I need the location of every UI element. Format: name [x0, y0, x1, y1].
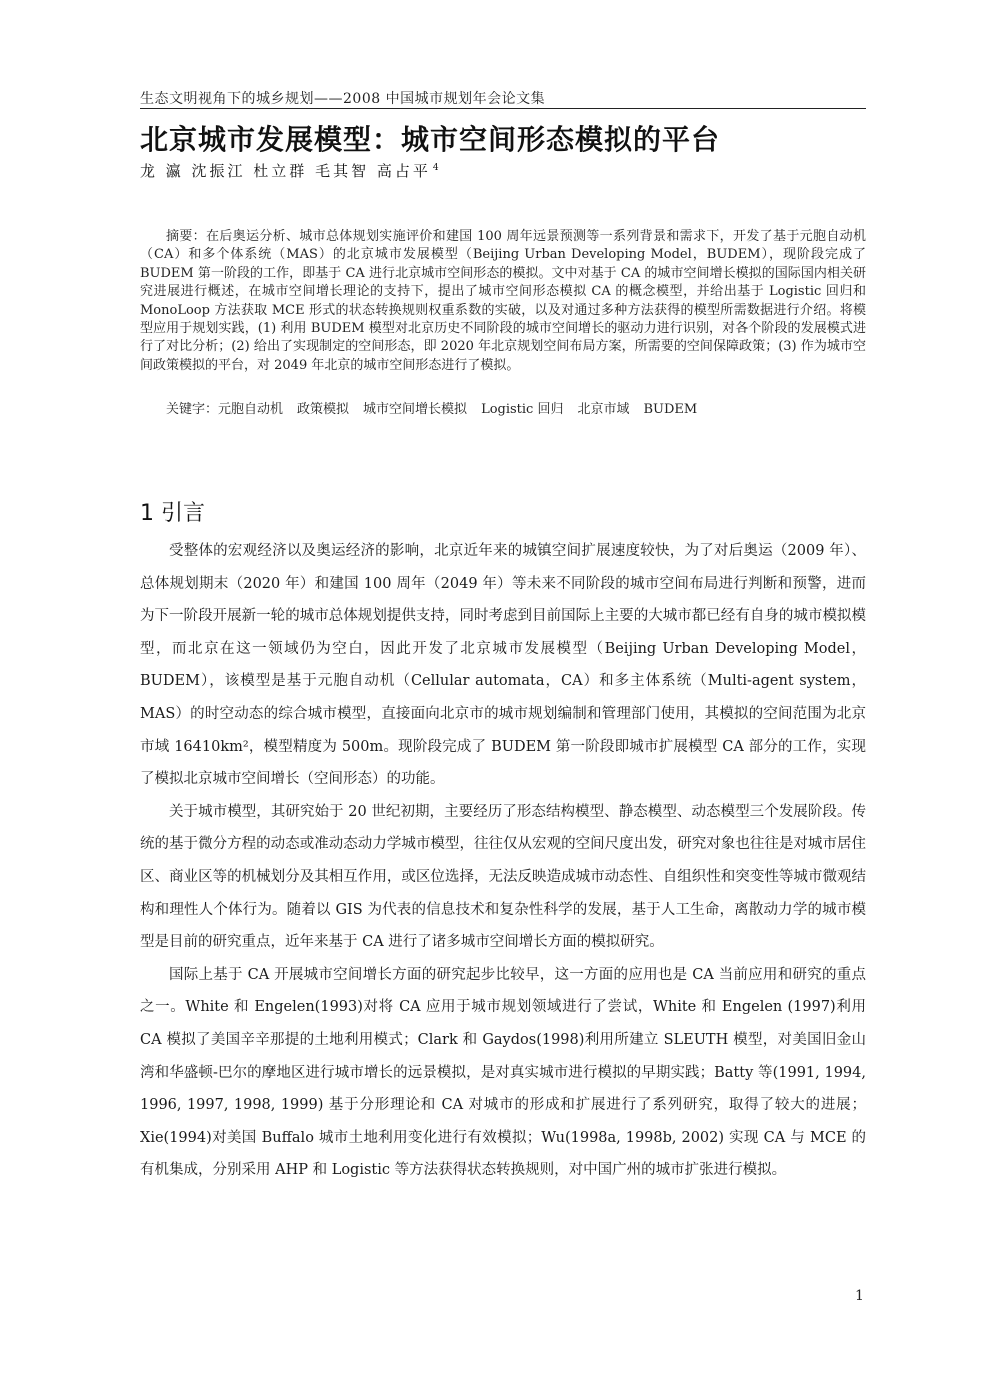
keyword: 元胞自动机 — [218, 402, 284, 417]
body-paragraph: 关于城市模型，其研究始于 20 世纪初期，主要经历了形态结构模型、静态模型、动态模型三个发展阶段。传统的基于微分方程的动态或准动态动力学城市模型，往往仅从宏观的空间尺度出发，研究对象也往往是对城市居住区、商业区等的机械划分及其相互作用，或区位选择，无法反映造成城市动态性、自组织性和突变性等城市微观结构和理性人个体行为。随着以 GIS 为代表的信息技术和复杂性科学的发展，基于人工生命，离散动力学的城市模型是目前的研究重点，近年来基于 CA 进行了诸多城市空间增长方面的模拟研究。 — [140, 803, 866, 951]
author-affiliation-mark: 4 — [432, 163, 439, 173]
keyword: 城市空间增长模拟 — [363, 402, 468, 417]
header-rule — [140, 108, 866, 109]
keywords — [140, 401, 866, 419]
keyword: BUDEM — [643, 402, 698, 417]
abstract: 摘要：在后奥运分析、城市总体规划实施评价和建国 100 周年远景预测等一系列背景和需求下，开发了基于元胞自动机（CA）和多个体系统（MAS）的北京城市发展模型（Beijing Urban Developing Model，BUDEM），现阶段完成了 BUDEM 第一阶段的工作，即基于 CA 进行北京城市空间形态的模拟。文中对基于 CA 的城市空间增长模拟的国际国内相关研究进展进行概述，在城市空间增长理论的支持下，提出了城市空间形态模拟 CA 的概念模型，并给出基于 Logistic 回归和 MonoLoop 方法获取 MCE 形式的状态转换规则权重系数的实破，以及对通过多种方法获得的模型所需数据进行介绍。将模型应用于规划实践，(1) 利用 BUDEM 模型对北京历史不同阶段的城市空间增长的驱动力进行识别，对各个阶段的发展模式进行了对比分析；(2) 给出了实现制定的空间形态，即 2020 年北京规划空间布局方案，所需要的空间保障政策；(3) 作为城市空间政策模拟的平台，对 2049 年北京的城市空间形态进行了模拟。 — [140, 229, 866, 373]
body-paragraph: 国际上基于 CA 开展城市空间增长方面的研究起步比较早，这一方面的应用也是 CA 当前应用和研究的重点之一。White 和 Engelen(1993)对将 CA 应用于城市规划领域进行了尝试，White 和 Engelen (1997)利用 CA 模拟了美国辛辛那提的土地利用模式；Clark 和 Gaydos(1998)利用所建立 SLEUTH 模型，对美国旧金山湾和华盛顿-巴尔的摩地区进行城市增长的远景模拟，是对真实城市进行模拟的早期实践；Batty 等(1991, 1994, 1996, 1997, 1998, 1999) 基于分形理论和 CA 对城市的形成和扩展进行了系列研究，取得了较大的进展；Xie(1994)对美国 Buffalo 城市土地利用变化进行有效模拟；Wu(1998a, 1998b, 2002) 实现 CA 与 MCE 的有机集成，分别采用 AHP 和 Logistic 等方法获得状态转换规则，对中国广州的城市扩张进行模拟。 — [140, 966, 866, 1179]
section-body — [140, 535, 866, 1187]
page-number: 1 — [855, 1288, 864, 1304]
keywords-label: 关键字： — [166, 402, 219, 417]
author-list — [140, 160, 439, 181]
keyword: 北京市域 — [577, 402, 630, 417]
section-heading-introduction: 1 引言 — [140, 501, 205, 526]
article-title: 北京城市发展模型：城市空间形态模拟的平台 — [140, 123, 721, 156]
authors-text: 龙 瀛 沈振江 杜立群 毛其智 高占平 — [140, 162, 431, 180]
running-header: 生态文明视角下的城乡规划——2008 中国城市规划年会论文集 — [140, 91, 546, 107]
keyword: 政策模拟 — [297, 402, 350, 417]
keyword: Logistic 回归 — [481, 402, 564, 417]
body-paragraph: 受整体的宏观经济以及奥运经济的影响，北京近年来的城镇空间扩展速度较快，为了对后奥运（2009 年）、总体规划期末（2020 年）和建国 100 周年（2049 年）等未来不同阶段的城市空间布局进行判断和预警，进而为下一阶段开展新一轮的城市总体规划提供支持，同时考虑到目前国际上主要的大城市都已经有自身的城市模拟模型，而北京在这一领域仍为空白，因此开发了北京城市发展模型（Beijing Urban Developing Model，BUDEM），该模型是基于元胞自动机（Cellular automata，CA）和多主体系统（Multi-agent system，MAS）的时空动态的综合城市模型，直接面向北京市的城市规划编制和管理部门使用，其模拟的空间范围为北京市域 16410km²，模型精度为 500m。现阶段完成了 BUDEM 第一阶段即城市扩展模型 CA 部分的工作，实现了模拟北京城市空间增长（空间形态）的功能。 — [140, 543, 866, 788]
